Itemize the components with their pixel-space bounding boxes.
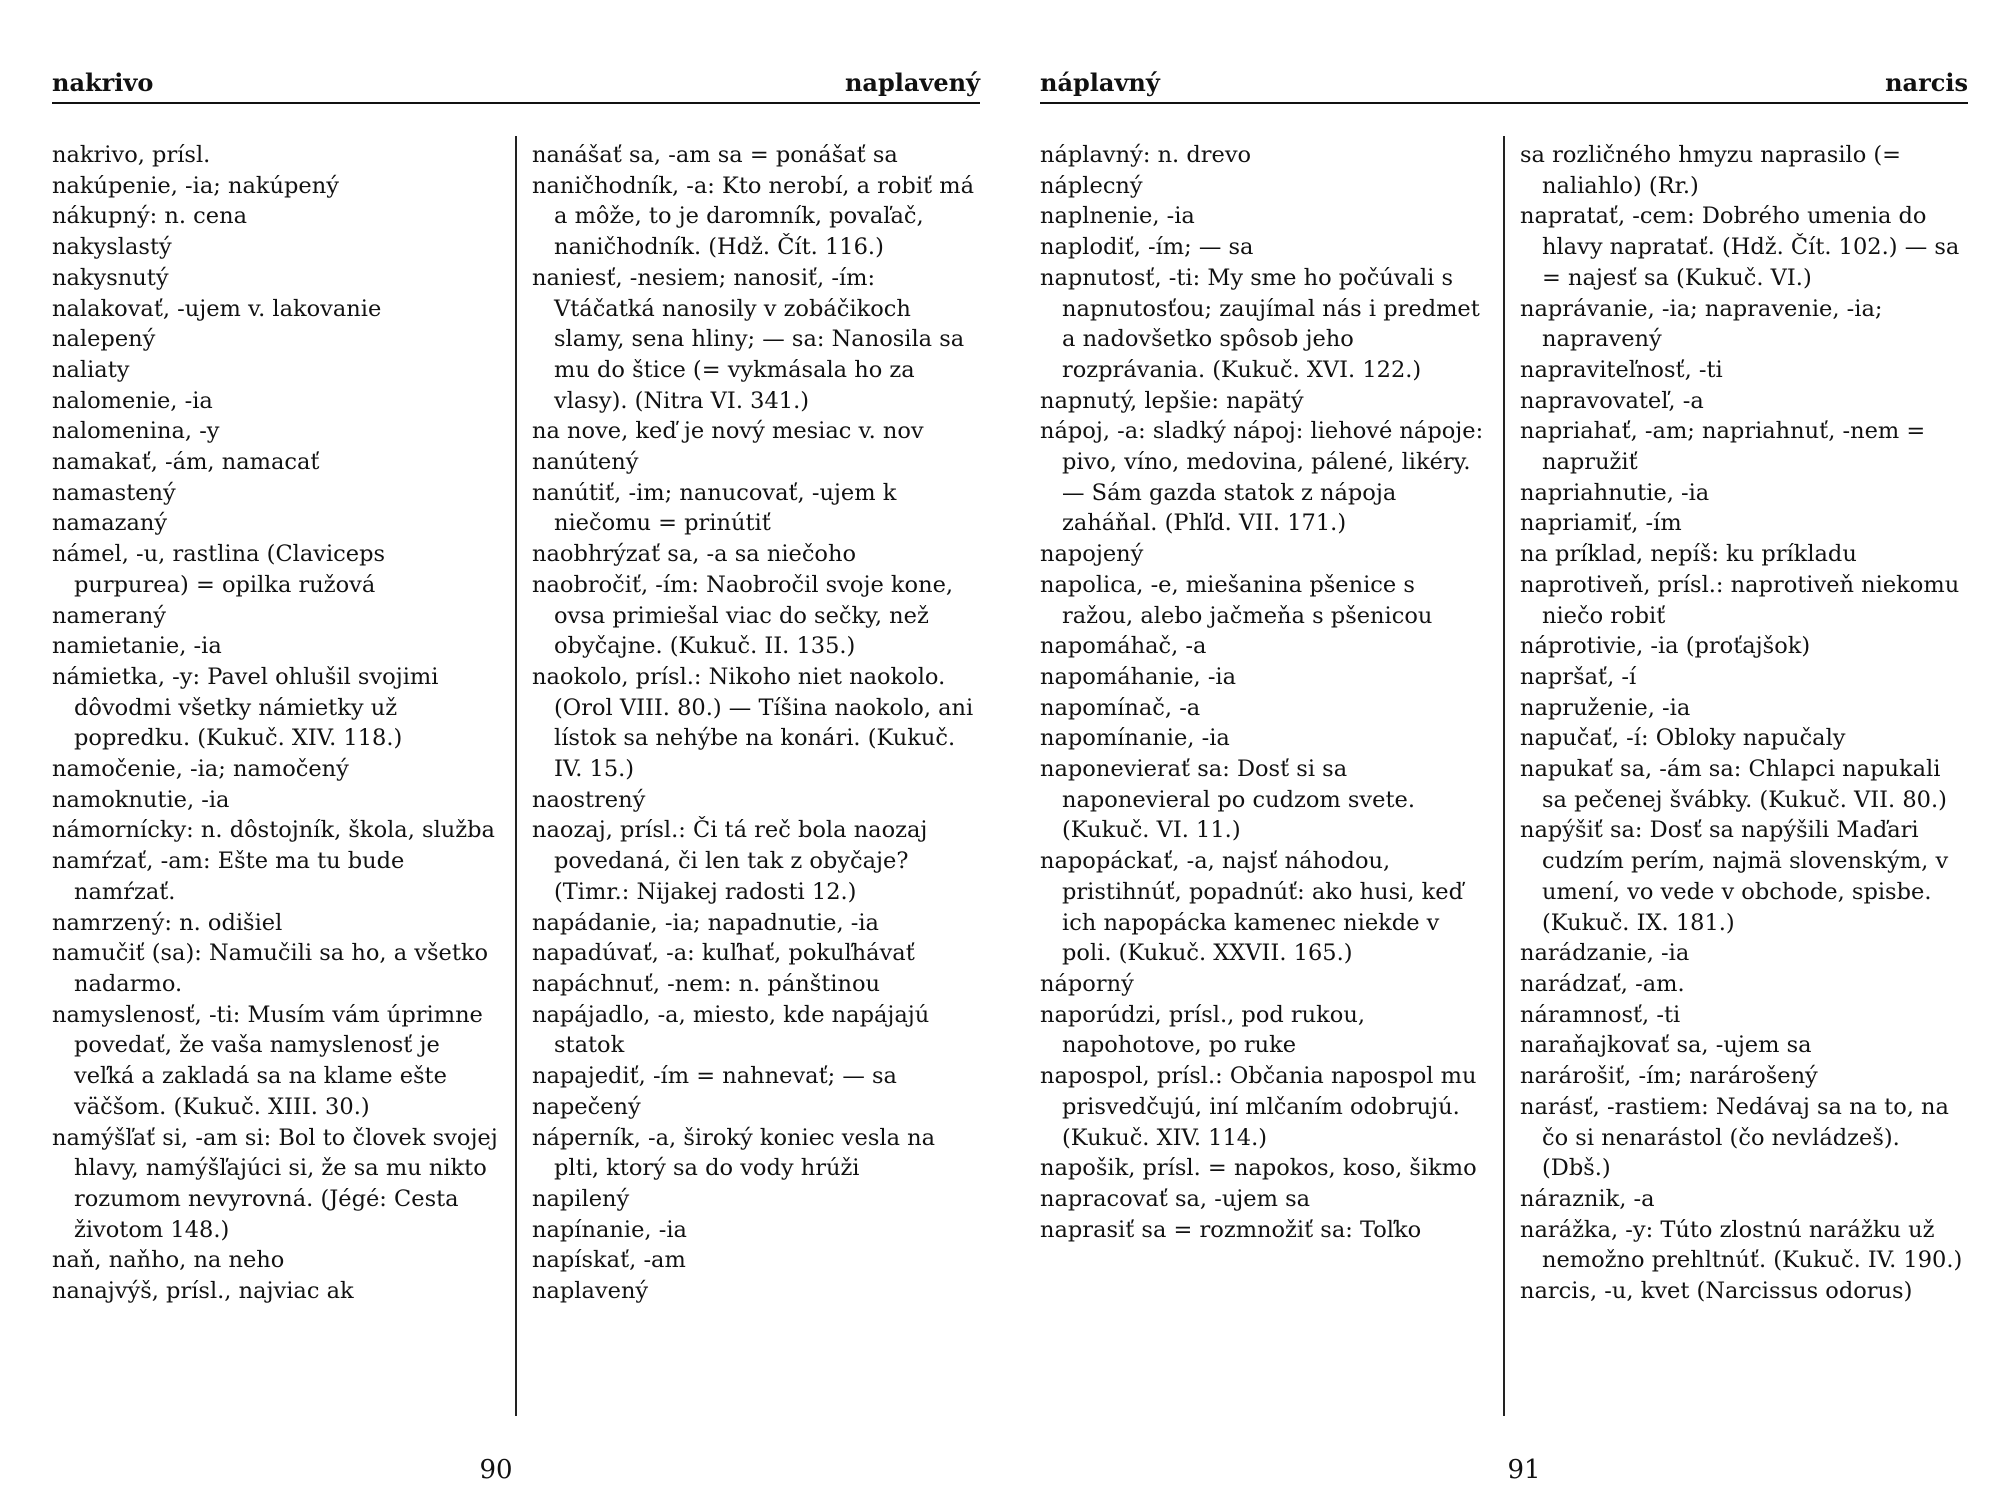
dictionary-entry: naostrený [532,786,646,813]
dictionary-entry: nakyslastý [52,234,172,261]
dictionary-entry: sa rozličného hmyzu naprasilo (= naliahlo) (Rr.) [1520,142,1909,199]
dictionary-entry: napnutý, lepšie: napätý [1040,387,1304,414]
dictionary-entry: napomínanie, -ia [1040,725,1230,752]
header-first-word: náplavný [1040,68,1160,97]
dictionary-entry: naprasiť sa = rozmnožiť sa: Toľko [1040,1216,1422,1243]
dictionary-entry: náplavný: n. drevo [1040,142,1252,168]
dictionary-entry: nákupný: n. cena [52,203,247,230]
dictionary-entry: namučiť (sa): Namučili sa ho, a všetko nadarmo. [52,940,496,997]
dictionary-entry: nakúpenie, -ia; nakúpený [52,172,339,199]
dictionary-entry: napukať sa, -ám sa: Chlapci napukali sa pečenej švábky. (Kukuč. VII. 80.) [1520,756,1948,813]
dictionary-entry: naň, naňho, na neho [52,1247,285,1274]
dictionary-entry: napopáckať, -a, najsť náhodou, pristihnúť, popadnúť: ako husi, keď ich napopácka kamenec niekde v poli. (Kukuč. XXVII. 165.) [1040,848,1471,967]
dictionary-entry: nanášať sa, -am sa = ponášať sa [532,142,898,168]
dictionary-entry: naobhrýzať sa, -a sa niečoho [532,541,857,568]
dictionary-entry: napájadlo, -a, miesto, kde napájajú statok [532,1001,937,1059]
dictionary-entry: nakrivo, prísl. [52,142,211,168]
dictionary-entry: napruženie, -ia [1520,694,1691,721]
dictionary-entry: napískať, -am [532,1247,686,1274]
column-1 [1040,140,1491,1245]
dictionary-entry: napomínač, -a [1040,694,1201,721]
dictionary-entry: narádzanie, -ia [1520,940,1690,967]
dictionary-entry: námietka, -y: Pavel ohlušil svojimi dôvodmi všetky námietky už popredku. (Kukuč. XIV. 118.) [52,663,446,752]
dictionary-entry: namŕzať, -am: Ešte ma tu bude namŕzať. [52,848,412,905]
header-rule [52,102,980,104]
dictionary-entry: naplodiť, -ím; — sa [1040,234,1254,261]
dictionary-entry: naniesť, -nesiem; nanosiť, -ím: Vtáčatká nanosily v zobáčikoch slamy, sena hliny; — sa: Nanosila sa mu do štice (= vykmásala ho za vlasy). (Nitra VI. 341.) [532,264,972,414]
dictionary-entry: napáchnuť, -nem: n. pánštinou [532,970,881,997]
dictionary-entry: námornícky: n. dôstojník, škola, služba [52,817,495,844]
dictionary-entry: naporúdzi, prísl., pod rukou, napohotove, po ruke [1040,1001,1373,1059]
dictionary-entry: náporný [1040,970,1134,997]
dictionary-entry: náramnosť, -ti [1520,1001,1681,1028]
dictionary-entry: naraňajkovať sa, -ujem sa [1520,1032,1812,1059]
page-number: 91 [1507,1455,1541,1485]
right-page [1040,0,1968,1500]
dictionary-entry: napomáhanie, -ia [1040,663,1237,690]
dictionary-entry: naokolo, prísl.: Nikoho niet naokolo. (Orol VIII. 80.) — Tíšina naokolo, ani lístok sa nehýbe na konári. (Kukuč. IV. 15.) [532,663,981,783]
dictionary-entry: namrzený: n. odišiel [52,909,283,936]
dictionary-entry: nápoj, -a: sladký nápoj: liehové nápoje: pivo, víno, medovina, pálené, likéry. — Sám gazda statok z nápoja zaháňal. (Phľd. VII. 171.) [1040,418,1491,537]
dictionary-entry: napospol, prísl.: Občania napospol mu prisvedčujú, iní mlčaním odobrujú. (Kukuč. XIV. 114.) [1040,1063,1484,1151]
dictionary-entry: napracovať sa, -ujem sa [1040,1185,1311,1212]
dictionary-entry: nalepený [52,326,156,353]
dictionary-entry: nanútiť, -im; nanucovať, -ujem k niečomu = prinútiť [532,479,904,537]
dictionary-entry: nalakovať, -ujem v. lakovanie [52,295,382,322]
column-divider [515,136,517,1416]
dictionary-entry: namočenie, -ia; namočený [52,756,349,783]
dictionary-entry: naprotiveň, prísl.: naprotiveň niekomu niečo robiť [1520,571,1967,629]
dictionary-entry: napýšiť sa: Dosť sa napýšili Maďari cudzím perím, najmä slovenským, v umení, vo vede v obchode, spisbe. (Kukuč. IX. 181.) [1520,817,1956,936]
dictionary-entry: naozaj, prísl.: Či tá reč bola naozaj povedaná, či len tak z obyčaje? (Timr.: Nijakej radosti 12.) [532,817,935,905]
dictionary-entry: namakať, -ám, namacať [52,449,320,476]
dictionary-entry: nanútený [532,449,639,476]
dictionary-entry: naprávanie, -ia; napravenie, -ia; napravený [1520,295,1890,353]
column-2 [532,140,980,1307]
dictionary-entry: napučať, -í: Obloky napučaly [1520,725,1846,752]
dictionary-entry: náplecný [1040,172,1143,199]
dictionary-entry: na príklad, nepíš: ku príkladu [1520,541,1857,568]
running-head [1040,68,1968,102]
dictionary-entry: narcis, -u, kvet (Narcissus odorus) [1520,1278,1913,1305]
dictionary-entry: napriahať, -am; napriahnuť, -nem = napružiť [1520,418,1933,476]
header-rule [1040,102,1968,104]
dictionary-entry: náraznik, -a [1520,1185,1655,1212]
dictionary-entry: namietanie, -ia [52,633,222,660]
dictionary-entry: napojený [1040,541,1144,568]
page-number: 90 [479,1455,513,1485]
dictionary-entry: nalomenina, -y [52,418,220,445]
dictionary-entry: nameraný [52,602,166,629]
dictionary-entry: napilený [532,1185,630,1212]
header-first-word: nakrivo [52,68,154,97]
dictionary-entry: napínanie, -ia [532,1216,687,1243]
dictionary-entry: napnutosť, -ti: My sme ho počúvali s napnutosťou; zaujímal nás i predmet a nadovšetko spôsob jeho rozprávania. (Kukuč. XVI. 122.) [1040,264,1487,383]
dictionary-entry: napádanie, -ia; napadnutie, -ia [532,909,879,936]
dictionary-entry: naničhodník, -a: Kto nerobí, a robiť má a môže, to je daromník, povaľač, naničhodník. (Hdž. Čít. 116.) [532,172,982,261]
column-1 [52,140,505,1307]
dictionary-entry: napomáhač, -a [1040,633,1207,660]
dictionary-entry: nanajvýš, prísl., najviac ak [52,1278,354,1305]
dictionary-entry: narásť, -rastiem: Nedávaj sa na to, na čo si nenarástol (čo nevládzeš). (Dbš.) [1520,1093,1957,1182]
running-head [52,68,980,102]
dictionary-entry: namýšľať si, -am si: Bol to človek svojej hlavy, namýšľajúci si, že sa mu nikto rozumom nevyrovná. (Jégé: Cesta životom 148.) [52,1124,505,1243]
dictionary-entry: namastený [52,479,176,506]
dictionary-entry: namoknutie, -ia [52,786,230,813]
dictionary-entry: naliaty [52,356,130,383]
dictionary-entry: namazaný [52,510,168,537]
dictionary-entry: narádzať, -am. [1520,970,1685,997]
header-last-word: naplavený [844,68,980,97]
dictionary-entry: napošik, prísl. = napokos, koso, šikmo [1040,1155,1477,1182]
dictionary-entry: nakysnutý [52,264,169,291]
dictionary-entry: napriahnutie, -ia [1520,479,1710,506]
column-divider [1503,136,1505,1416]
dictionary-entry: namyslenosť, -ti: Musím vám úprimne povedať, že vaša namyslenosť je veľká a zakladá sa na klame ešte väčšom. (Kukuč. XIII. 30.) [52,1001,491,1120]
dictionary-entry: napratať, -cem: Dobrého umenia do hlavy napratať. (Hdž. Čít. 102.) — sa = najesť sa (Kukuč. VI.) [1520,203,1967,291]
dictionary-entry: námel, -u, rastlina (Claviceps purpurea) = opilka ružová [52,541,393,598]
dictionary-entry: naponevierať sa: Dosť si sa naponevieral po cudzom svete. (Kukuč. VI. 11.) [1040,756,1423,844]
dictionary-entry: náprotivie, -ia (proťajšok) [1520,633,1811,660]
left-page [52,0,980,1500]
header-last-word: narcis [1885,68,1968,97]
dictionary-entry: narárošiť, -ím; narárošený [1520,1063,1818,1090]
dictionary-entry: napečený [532,1093,641,1120]
dictionary-entry: napravovateľ, -a [1520,387,1704,414]
dictionary-entry: napriamiť, -ím [1520,510,1682,537]
dictionary-entry: nalomenie, -ia [52,387,213,414]
dictionary-entry: narážka, -y: Túto zlostnú narážku už nemožno prehltnúť. (Kukuč. IV. 190.) [1520,1216,1963,1274]
dictionary-entry: naplavený [532,1278,649,1305]
column-2 [1520,140,1968,1307]
dictionary-entry: napajediť, -ím = nahnevať; — sa [532,1063,897,1090]
dictionary-entry: naobročiť, -ím: Naobročil svoje kone, ovsa primiešal viac do sečky, než obyčajne. (Kukuč. II. 135.) [532,571,961,660]
dictionary-entry: napadúvať, -a: kuľhať, pokuľhávať [532,940,915,967]
dictionary-entry: naplnenie, -ia [1040,203,1195,230]
dictionary-entry: napraviteľnosť, -ti [1520,356,1723,383]
dictionary-entry: na nove, keď je nový mesiac v. nov [532,418,924,445]
dictionary-entry: napršať, -í [1520,663,1637,690]
dictionary-entry: napolica, -e, miešanina pšenice s ražou, alebo jačmeňa s pšenicou [1040,571,1433,629]
dictionary-entry: náperník, -a, široký koniec vesla na plti, ktorý sa do vody hrúži [532,1124,943,1182]
